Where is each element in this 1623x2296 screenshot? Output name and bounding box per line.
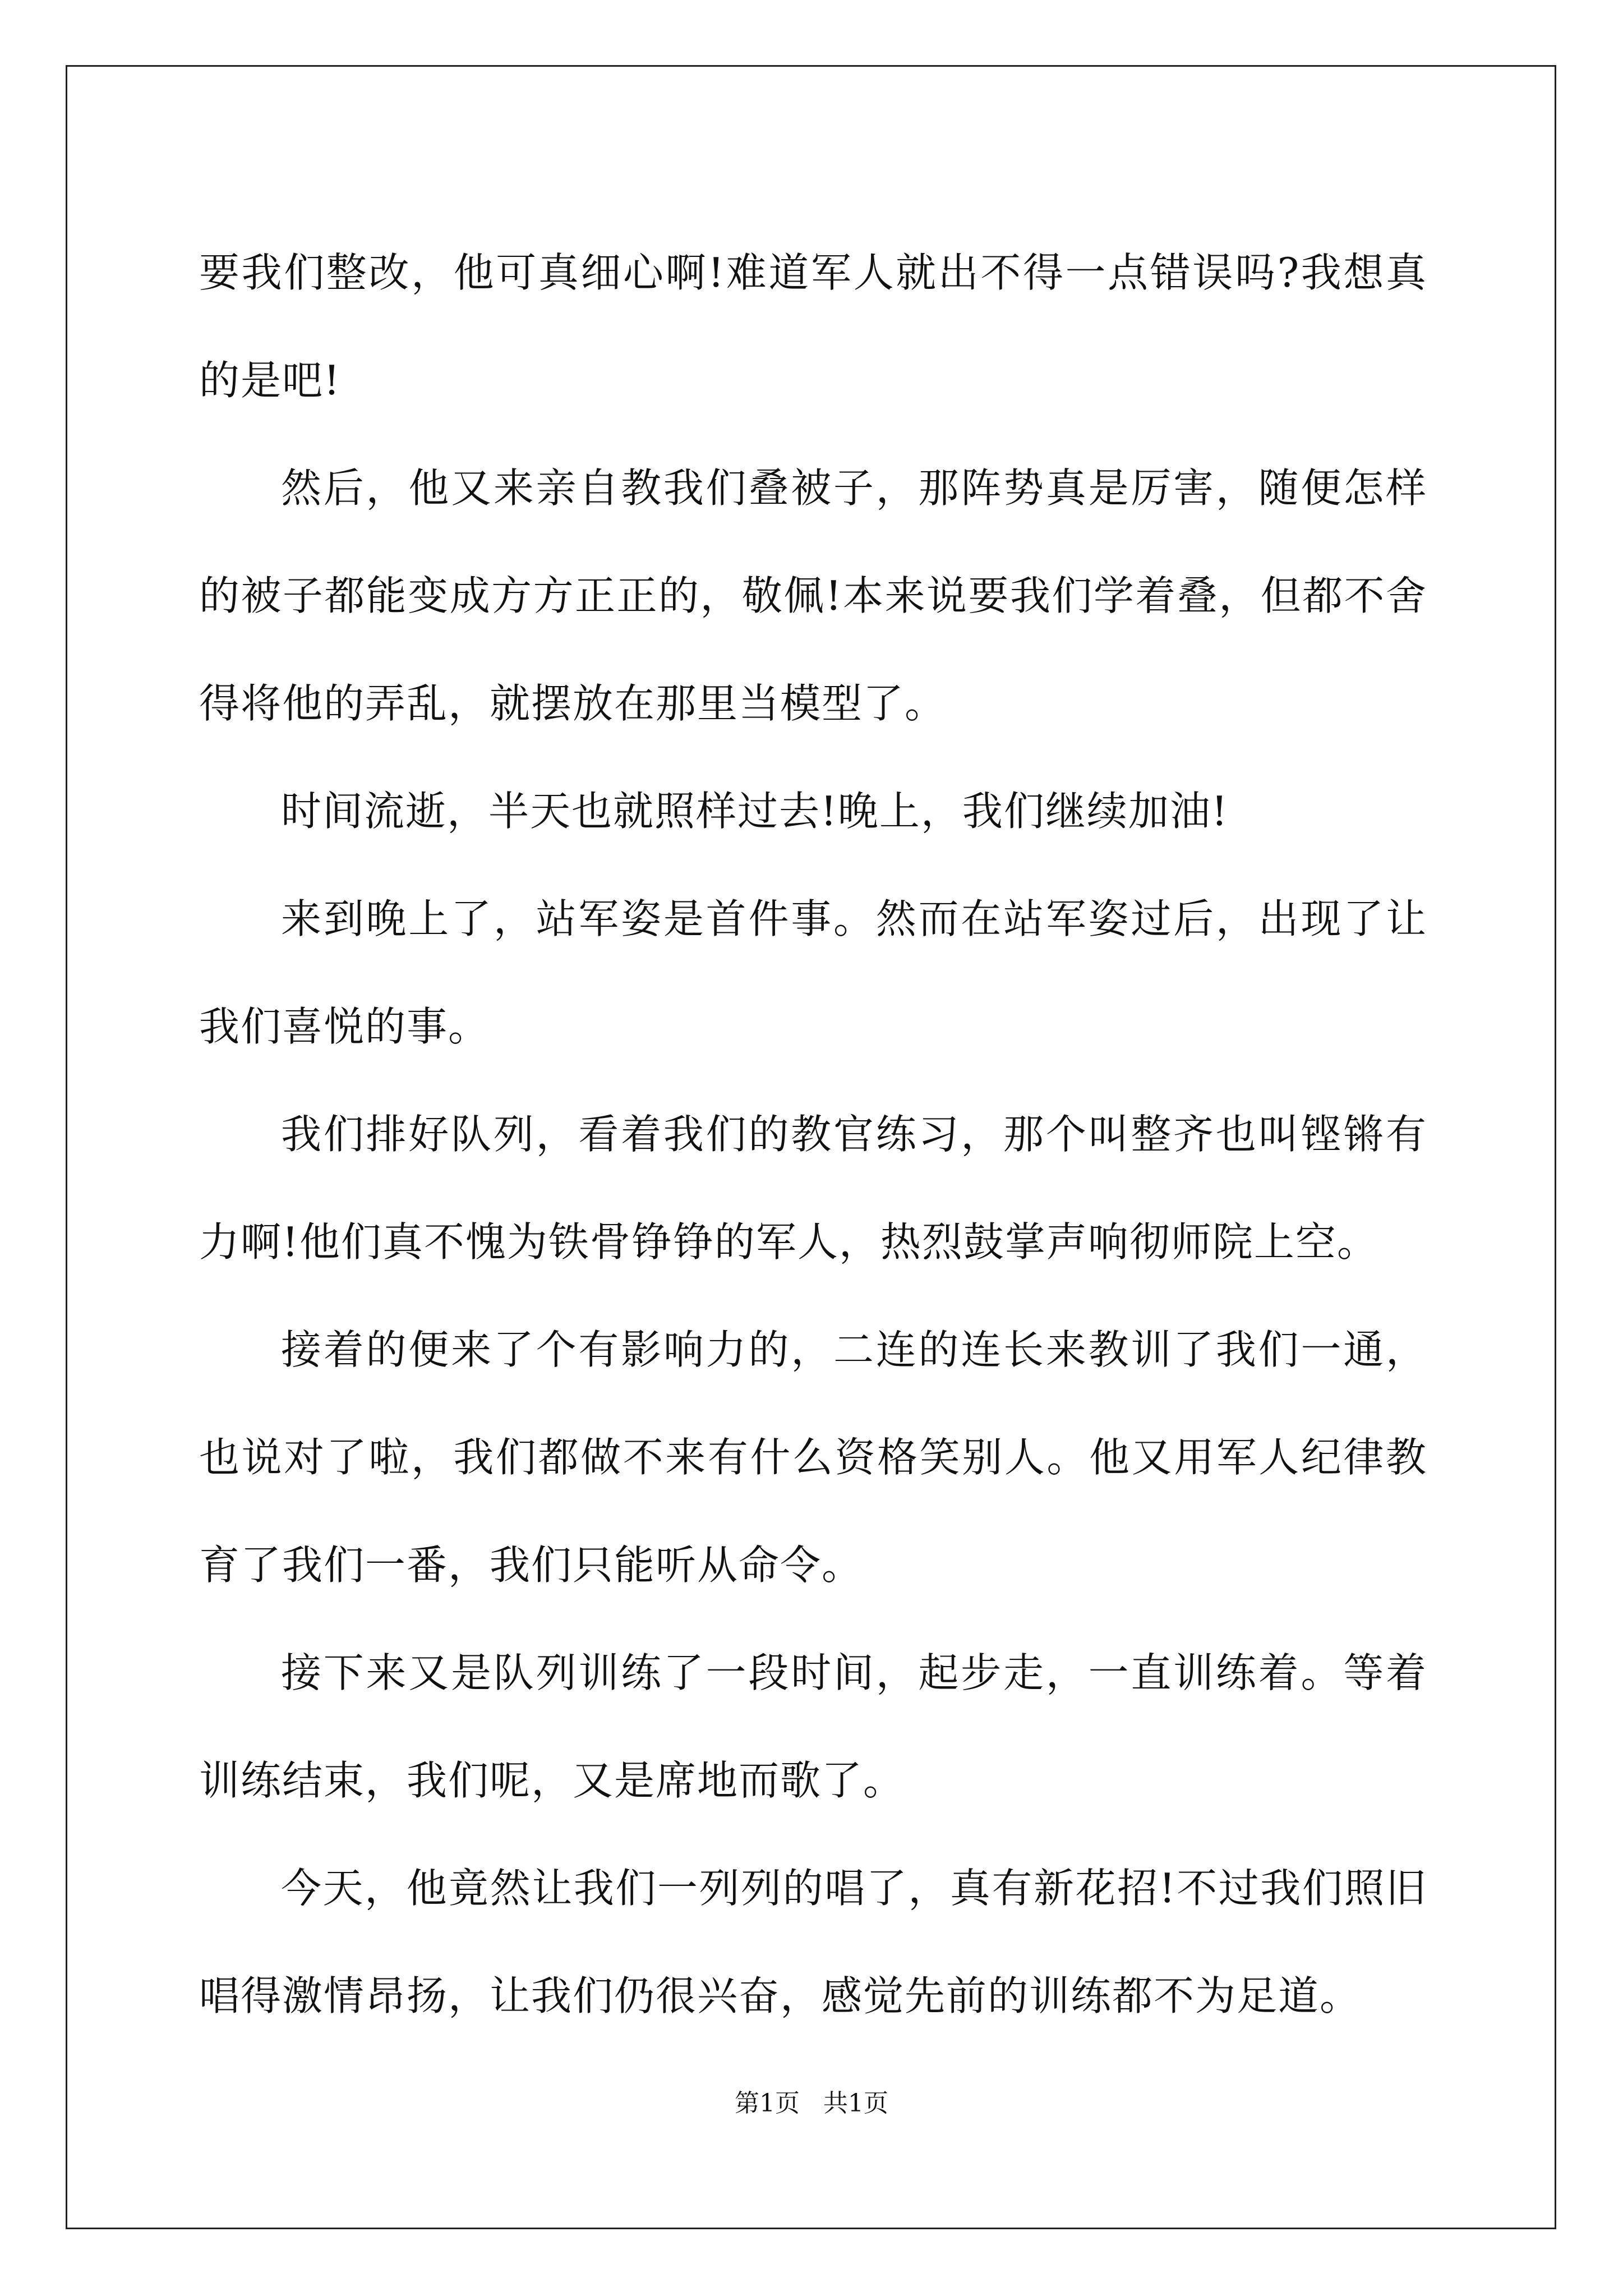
page-total: 共1页 xyxy=(823,2089,888,2118)
paragraph: 我们排好队列，看着我们的教官练习，那个叫整齐也叫铿锵有力啊!他们真不愧为铁骨铮铮的军人，热烈鼓掌声响彻师院上空。 xyxy=(199,1111,1427,1266)
paragraph: 时间流逝，半天也就照样过去!晚上，我们继续加油! xyxy=(281,788,1229,835)
paragraph: 今天，他竟然让我们一列列的唱了，真有新花招!不过我们照旧唱得激情昂扬，让我们仍很兴奋，感觉先前的训练都不为足道。 xyxy=(199,1865,1427,2019)
paragraph: 要我们整改，他可真细心啊!难道军人就出不得一点错误吗?我想真的是吧! xyxy=(199,249,1427,404)
paragraph: 接着的便来了个有影响力的，二连的连长来教训了我们一通，也说对了啦，我们都做不来有什么资格笑别人。他又用军人纪律教育了我们一番，我们只能听从命令。 xyxy=(199,1326,1427,1589)
paragraph: 然后，他又来亲自教我们叠被子，那阵势真是厉害，随便怎样的被子都能变成方方正正的，敬佩!本来说要我们学着叠，但都不舍得将他的弄乱，就摆放在那里当模型了。 xyxy=(199,464,1427,727)
paragraph: 接下来又是队列训练了一段时间，起步走，一直训练着。等着训练结束，我们呢，又是席地而歌了。 xyxy=(199,1649,1427,1804)
document-body xyxy=(199,219,1427,2050)
page-number: 第1页 xyxy=(735,2089,800,2118)
paragraph: 来到晚上了，站军姿是首件事。然而在站军姿过后，出现了让我们喜悦的事。 xyxy=(199,895,1427,1050)
page-footer xyxy=(0,2087,1623,2120)
